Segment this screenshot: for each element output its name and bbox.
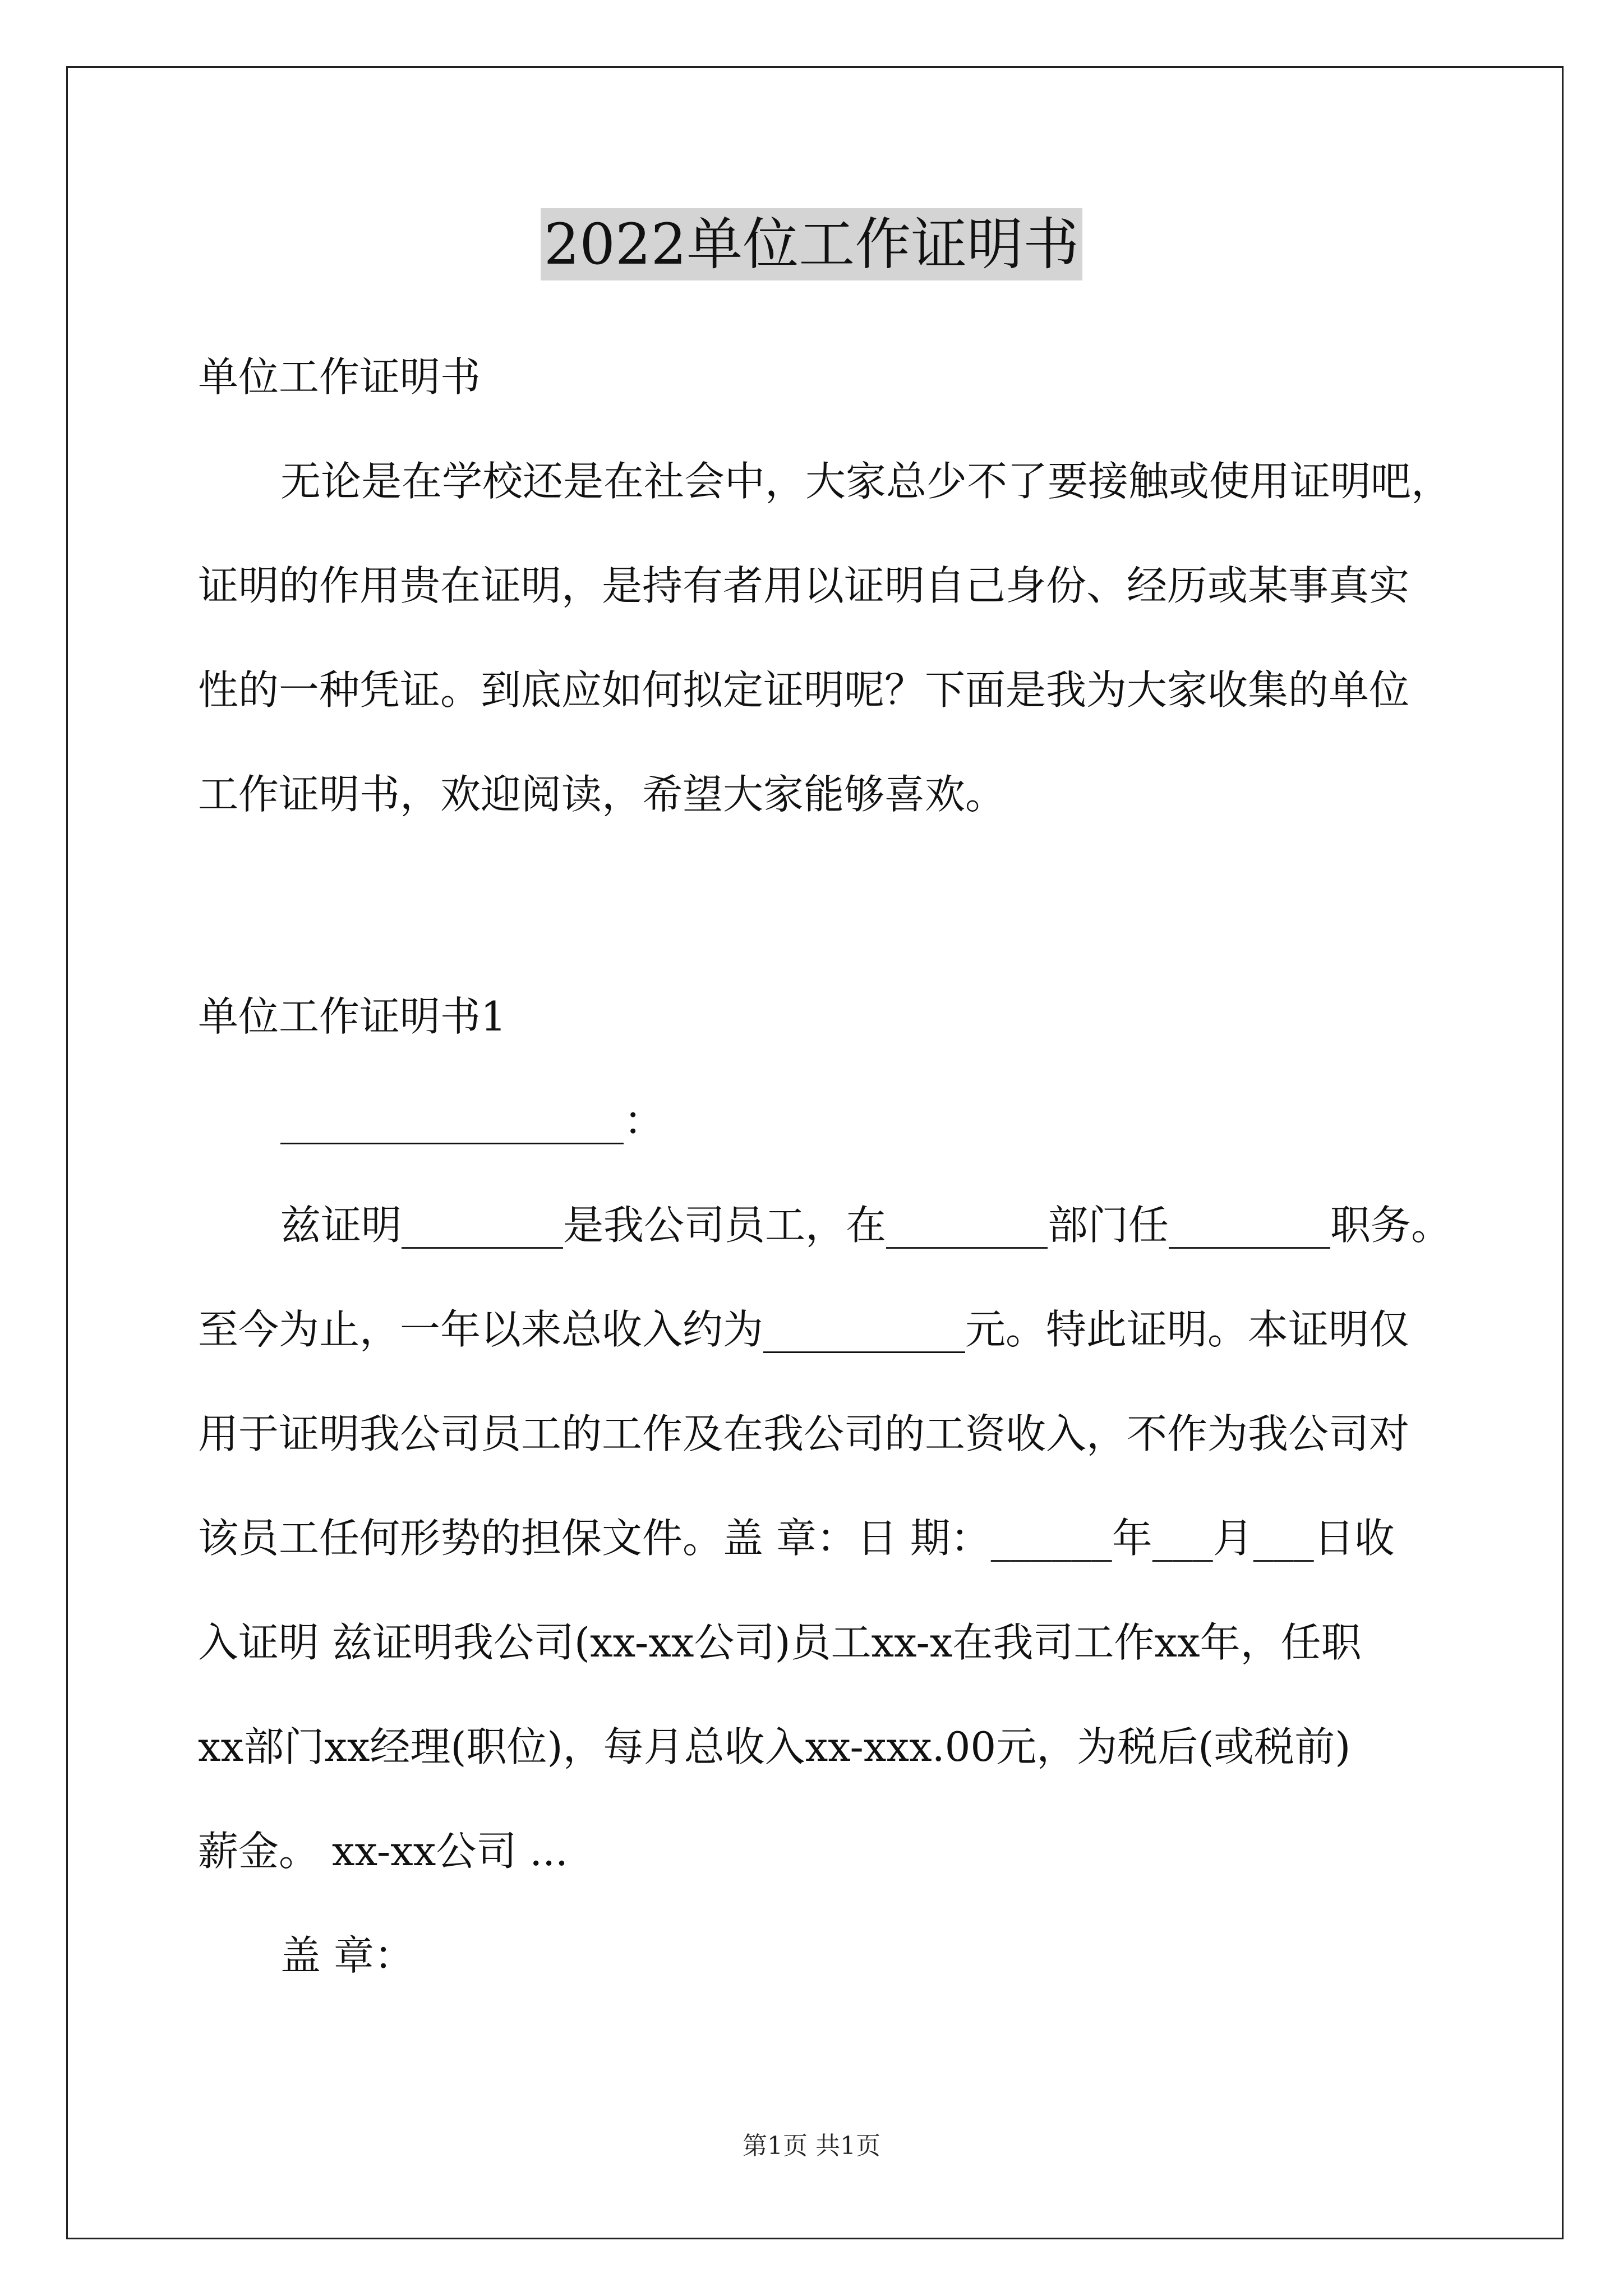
page-footer: 第1页 共1页 <box>743 2132 880 2160</box>
document-title <box>0 205 1623 284</box>
salutation-blank: _________________： <box>280 1097 664 1144</box>
intro-line: 工作证明书，欢迎阅读，希望大家能够喜欢。 <box>198 771 1006 818</box>
body-line: xx部门xx经理(职位)，每月总收入xx-xxx.00元，为税后(或税前) <box>198 1723 1351 1770</box>
stamp-line: 盖 章： <box>280 1932 414 1979</box>
subtitle: 单位工作证明书 <box>198 353 481 401</box>
intro-line: 性的一种凭证。到底应如何拟定证明呢？下面是我为大家收集的单位 <box>198 666 1410 714</box>
title-text: 2022单位工作证明书 <box>541 208 1083 280</box>
body-line: 至今为止，一年以来总收入约为__________元。特此证明。本证明仅 <box>198 1306 1410 1353</box>
intro-line: 无论是在学校还是在社会中，大家总少不了要接触或使用证明吧， <box>280 458 1452 505</box>
body-line: 兹证明________是我公司员工，在________部门任________职务。 <box>280 1202 1452 1249</box>
body-line: 入证明 兹证明我公司(xx-xx公司)员工xx-x在我司工作xx年，任职 <box>198 1619 1362 1666</box>
body-line: 用于证明我公司员工的工作及在我公司的工资收入，不作为我公司对 <box>198 1410 1410 1457</box>
body-line: 薪金。 xx-xx公司 ... <box>198 1828 568 1875</box>
section-heading: 单位工作证明书1 <box>198 993 506 1040</box>
body-line: 该员工任何形势的担保文件。盖 章：日 期：______年___月___日收 <box>198 1515 1395 1562</box>
intro-line: 证明的作用贵在证明，是持有者用以证明自己身份、经历或某事真实 <box>198 562 1410 609</box>
